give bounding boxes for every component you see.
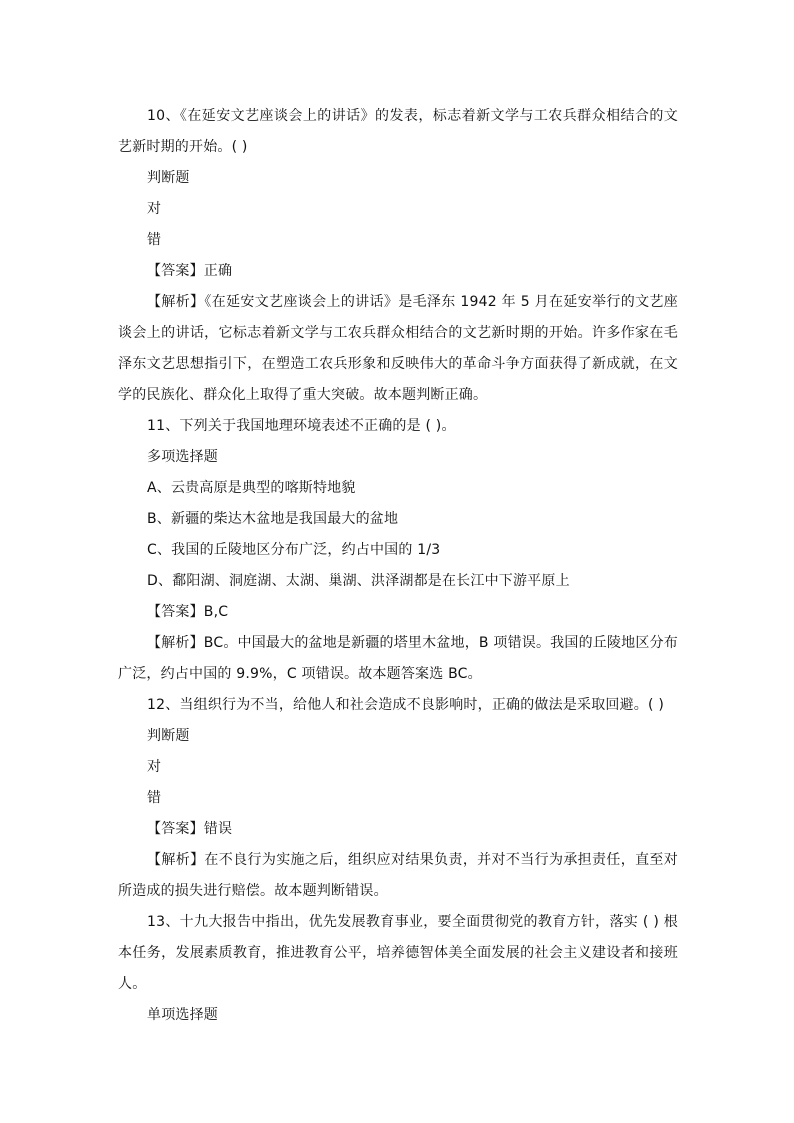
question-11-option-a: A、云贵高原是典型的喀斯特地貌 (147, 480, 356, 496)
question-13-type: 单项选择题 (147, 1007, 218, 1023)
question-10-type: 判断题 (147, 170, 190, 186)
question-12-option-false: 错 (147, 790, 162, 806)
question-12-type: 判断题 (147, 728, 190, 744)
question-10-text: 10、《在延安文艺座谈会上的讲话》的发表，标志着新文学与工农兵群众相结合的文艺新时期的开始。( ) (118, 108, 678, 155)
question-11-option-b: B、新疆的柴达木盆地是我国最大的盆地 (147, 511, 399, 527)
question-11-analysis: 【解析】BC。中国最大的盆地是新疆的塔里木盆地，B 项错误。我国的丘陵地区分布广泛，约占中国的 9.9%，C 项错误。故本题答案选 BC。 (118, 635, 678, 682)
question-10-option-false: 错 (147, 232, 162, 248)
question-12-answer: 【答案】错误 (147, 821, 233, 837)
question-11-option-d: D、鄱阳湖、洞庭湖、太湖、巢湖、洪泽湖都是在长江中下游平原上 (147, 573, 570, 589)
question-10-answer: 【答案】正确 (147, 263, 233, 279)
question-13-text: 13、十九大报告中指出，优先发展教育事业，要全面贯彻党的教育方针，落实 ( ) 根本任务，发展素质教育，推进教育公平，培养德智体美全面发展的社会主义建设者和接班人。 (118, 914, 678, 992)
question-12-text: 12、当组织行为不当，给他人和社会造成不良影响时，正确的做法是采取回避。( ) (147, 697, 664, 713)
question-12-analysis: 【解析】在不良行为实施之后，组织应对结果负责，并对不当行为承担责任，直至对所造成的损失进行赔偿。故本题判断错误。 (118, 852, 678, 899)
question-11-type: 多项选择题 (147, 449, 218, 465)
question-12-option-true: 对 (147, 759, 162, 775)
document-body (118, 101, 678, 1031)
question-10-analysis: 【解析】《在延安文艺座谈会上的讲话》是毛泽东 1942 年 5 月在延安举行的文艺座谈会上的讲话，它标志着新文学与工农兵群众相结合的文艺新时期的开始。许多作家在毛泽东文艺思想指引下，在塑造工农兵形象和反映伟大的革命斗争方面获得了新成就，在文学的民族化、群众化上取得了重大突破。故本题判断正确。 (118, 294, 678, 403)
question-10-option-true: 对 (147, 201, 162, 217)
question-11-text: 11、下列关于我国地理环境表述不正确的是 ( )。 (147, 418, 456, 434)
question-11-option-c: C、我国的丘陵地区分布广泛，约占中国的 1/3 (147, 542, 441, 558)
question-11-answer: 【答案】B,C (147, 604, 229, 620)
